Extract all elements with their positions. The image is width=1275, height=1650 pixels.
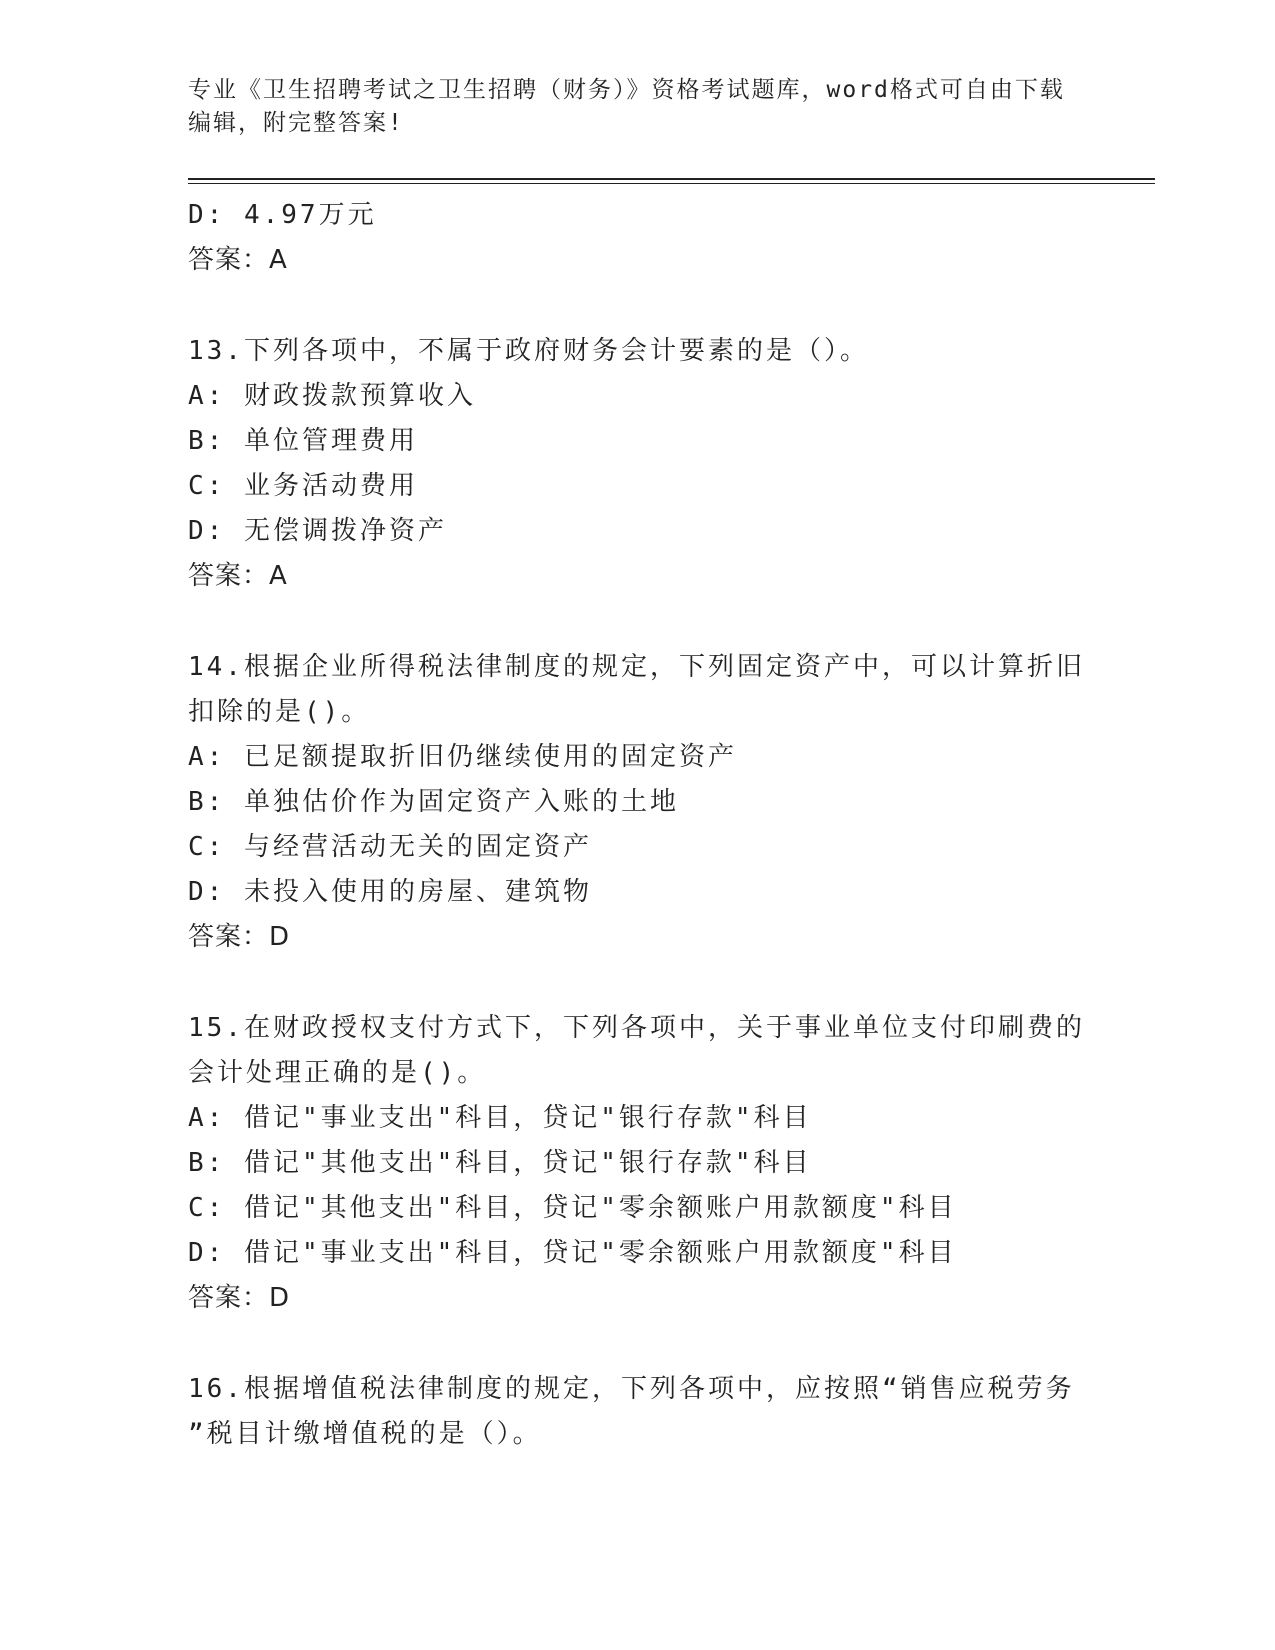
question-stem-line-2: 扣除的是()。 — [188, 697, 371, 727]
option-b: B: 单独估价作为固定资产入账的土地 — [188, 787, 679, 817]
question-content — [188, 193, 1088, 1457]
answer: 答案：D — [188, 1283, 291, 1313]
option-a: A: 已足额提取折旧仍继续使用的固定资产 — [188, 742, 737, 772]
question-stem-line-1: 15.在财政授权支付方式下，下列各项中，关于事业单位支付印刷费的 — [188, 1013, 1085, 1043]
option-d: D: 借记"事业支出"科目，贷记"零余额账户用款额度"科目 — [188, 1238, 957, 1268]
question-16 — [188, 1367, 1088, 1457]
answer: 答案：A — [188, 245, 288, 275]
option-c: C: 业务活动费用 — [188, 471, 418, 501]
option-d: D: 4.97万元 — [188, 200, 377, 230]
header-rule-thick — [188, 178, 1155, 180]
question-stem-line-2: 会计处理正确的是()。 — [188, 1058, 487, 1088]
option-b: B: 借记"其他支出"科目，贷记"银行存款"科目 — [188, 1148, 812, 1178]
question-stem-line-1: 16.根据增值税法律制度的规定，下列各项中，应按照“销售应税劳务 — [188, 1374, 1075, 1404]
option-a: A: 财政拨款预算收入 — [188, 381, 476, 411]
option-d: D: 未投入使用的房屋、建筑物 — [188, 877, 592, 907]
answer: 答案：D — [188, 922, 291, 952]
question-stem-line-2: ”税目计缴增值税的是（）。 — [188, 1419, 542, 1449]
document-header — [188, 74, 1088, 140]
option-c: C: 与经营活动无关的固定资产 — [188, 832, 592, 862]
question-stem: 13.下列各项中，不属于政府财务会计要素的是（）。 — [188, 336, 869, 366]
header-line-1: 专业《卫生招聘考试之卫生招聘（财务）》资格考试题库，word格式可自由下载 — [188, 77, 1065, 103]
option-c: C: 借记"其他支出"科目，贷记"零余额账户用款额度"科目 — [188, 1193, 957, 1223]
question-15 — [188, 1006, 1088, 1321]
header-rule-thin — [188, 183, 1155, 184]
header-line-2: 编辑，附完整答案! — [188, 110, 404, 136]
option-a: A: 借记"事业支出"科目，贷记"银行存款"科目 — [188, 1103, 812, 1133]
option-d: D: 无偿调拨净资产 — [188, 516, 447, 546]
question-13 — [188, 329, 1088, 599]
answer: 答案：A — [188, 561, 288, 591]
option-b: B: 单位管理费用 — [188, 426, 418, 456]
question-14 — [188, 645, 1088, 960]
question-stem-line-1: 14.根据企业所得税法律制度的规定，下列固定资产中，可以计算折旧 — [188, 652, 1085, 682]
question-12-tail — [188, 193, 1088, 283]
